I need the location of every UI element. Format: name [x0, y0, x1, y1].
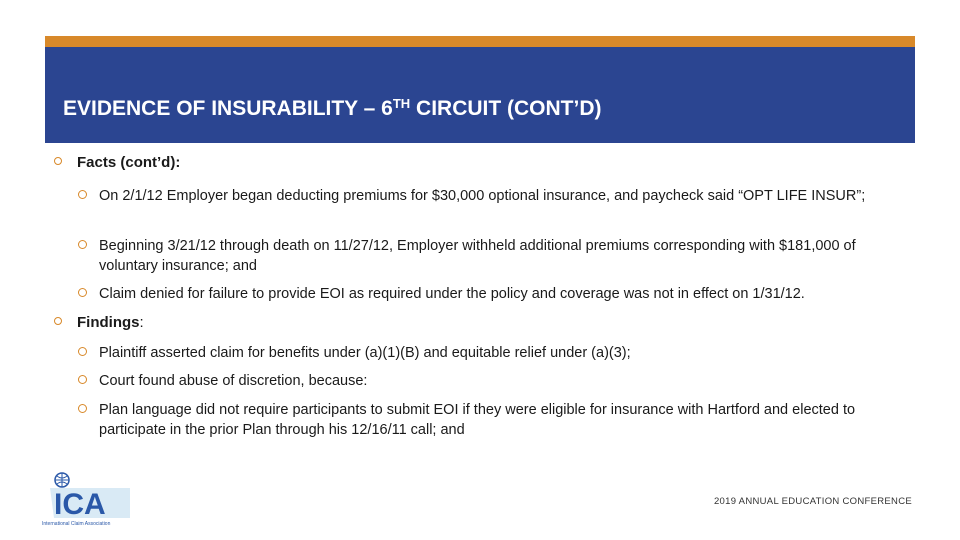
- facts-bullet: Facts (cont’d):: [77, 153, 180, 173]
- findings-bullet: Findings:: [77, 313, 144, 333]
- bullet-circle-icon: [54, 157, 62, 165]
- bullet-circle-icon: [78, 240, 87, 249]
- footer-conference: 2019 ANNUAL EDUCATION CONFERENCE: [713, 496, 912, 507]
- findings-item: Plan language did not require participants to submit EOI if they were eligible for insurance with Hartford and elected to participate in the prior Plan through his 12/16/11 call; and: [99, 400, 899, 440]
- svg-text:International Claim Associatio: International Claim Association: [42, 521, 111, 527]
- findings-item: Plaintiff asserted claim for benefits under (a)(1)(B) and equitable relief under (a)(3);: [99, 343, 899, 363]
- bullet-circle-icon: [54, 317, 62, 325]
- findings-item: Court found abuse of discretion, because:: [99, 371, 899, 391]
- bullet-circle-icon: [78, 375, 87, 384]
- bullet-circle-icon: [78, 404, 87, 413]
- slide-title: EVIDENCE OF INSURABILITY – 6TH CIRCUIT (CONT’D): [63, 96, 602, 120]
- facts-item: Beginning 3/21/12 through death on 11/27/12, Employer withheld additional premiums corresponding with $181,000 of voluntary insurance; and: [99, 236, 899, 276]
- svg-text:ICA: ICA: [54, 488, 106, 521]
- facts-item: Claim denied for failure to provide EOI as required under the policy and coverage was not in effect on 1/31/12.: [99, 284, 899, 304]
- bullet-circle-icon: [78, 347, 87, 356]
- facts-item: On 2/1/12 Employer began deducting premiums for $30,000 optional insurance, and paycheck said “OPT LIFE INSUR”;: [99, 186, 899, 206]
- bullet-circle-icon: [78, 288, 87, 297]
- bullet-circle-icon: [78, 190, 87, 199]
- ica-logo: [40, 468, 145, 528]
